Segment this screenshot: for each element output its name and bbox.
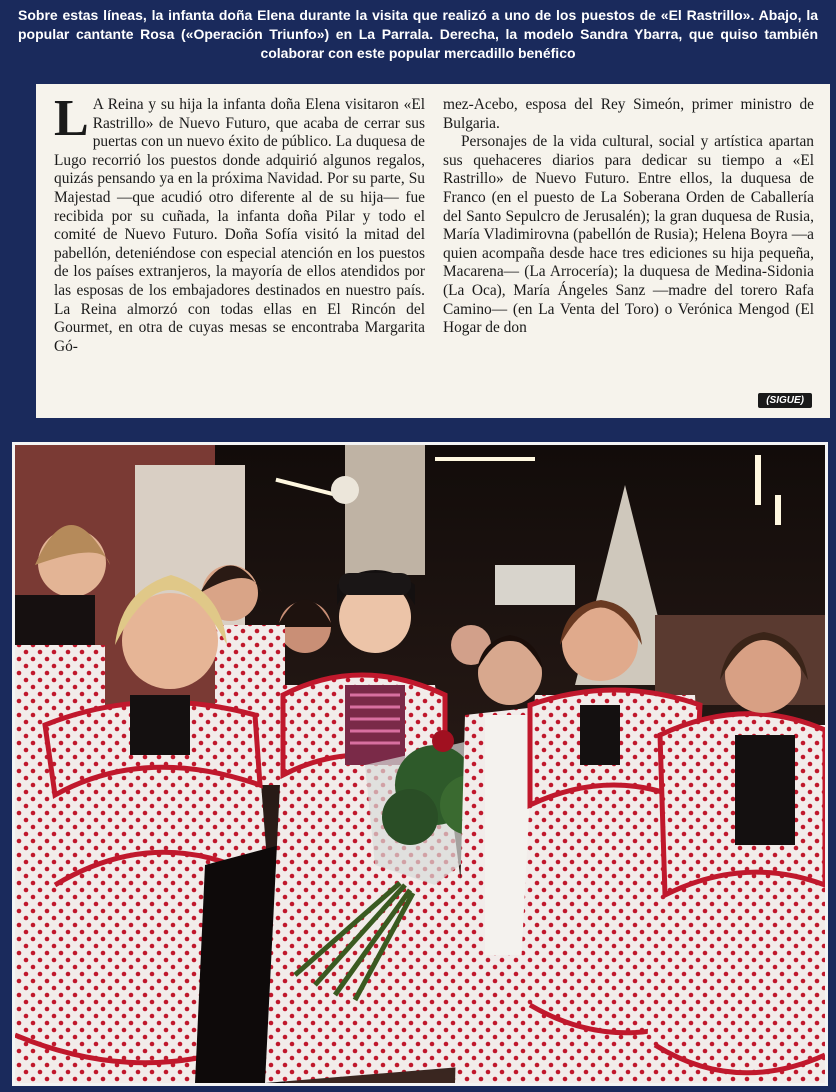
drop-cap: L bbox=[54, 96, 89, 147]
article-column-1 bbox=[54, 96, 425, 392]
article-paragraph: mez-Acebo, esposa del Rey Simeón, primer ministro de Bulgaria. bbox=[443, 96, 814, 132]
article-column-2 bbox=[443, 96, 814, 392]
article-columns bbox=[54, 96, 814, 392]
article-paragraph: Personajes de la vida cultural, social y artística apartan sus quehaceres diarios para dedicar su tiempo a «El Rastrillo» de Nuevo Futuro. Entre ellos, la duquesa de Franco (en el puesto de La Soberana Orden de Caballería del Santo Sepulcro de Jerusalén); la gran duquesa de Rusia, María Vladimirovna (pabellón de Rusia); Helena Boyra —a quien acompaña desde hace tres ediciones su hija pequeña, Macarena— (La Arrocería); la duquesa de Medina-Sidonia (La Oca), María Ángeles Sanz —madre del torero Rafa Camino— (en La Venta del Toro) o Verónica Mengod (El Hogar de don bbox=[443, 133, 814, 337]
group-photo-illustration bbox=[15, 445, 825, 1083]
group-photo bbox=[12, 442, 828, 1086]
photo-caption: Sobre estas líneas, la infanta doña Elena durante la visita que realizó a uno de los puestos de «El Rastrillo». Abajo, la popular cantante Rosa («Operación Triunfo») en La Parrala. Derecha, la modelo Sandra Ybarra, que quiso también colaborar con este popular mercadillo benéfico bbox=[18, 7, 818, 61]
article-paragraph bbox=[54, 96, 425, 356]
article-text: A Reina y su hija la infanta doña Elena visitaron «El Rastrillo» de Nuevo Futuro, que acaba de cerrar sus puertas con un nuevo éxito de público. La duquesa de Lugo recorrió los puestos donde adquirió algunos regalos, quizás pensando ya en la próxima Navidad. Por su parte, Su Majestad —que acudió otro diferente al de su hija— fue recibida por su cuñada, la infanta doña Pilar y todo el comité de Nuevo Futuro. Doña Sofía visitó la mitad del pabellón, deteniéndose con especial atención en los puestos de los países extranjeros, la mayoría de ellos atendidos por las esposas de los embajadores destinados en nuestro país. La Reina almorzó con todas ellas en El Rincón del Gourmet, en otra de cuyas mesas se encontraba Margarita Gó- bbox=[54, 96, 425, 355]
continue-badge: (SIGUE) bbox=[758, 393, 812, 408]
article-box bbox=[36, 84, 830, 418]
